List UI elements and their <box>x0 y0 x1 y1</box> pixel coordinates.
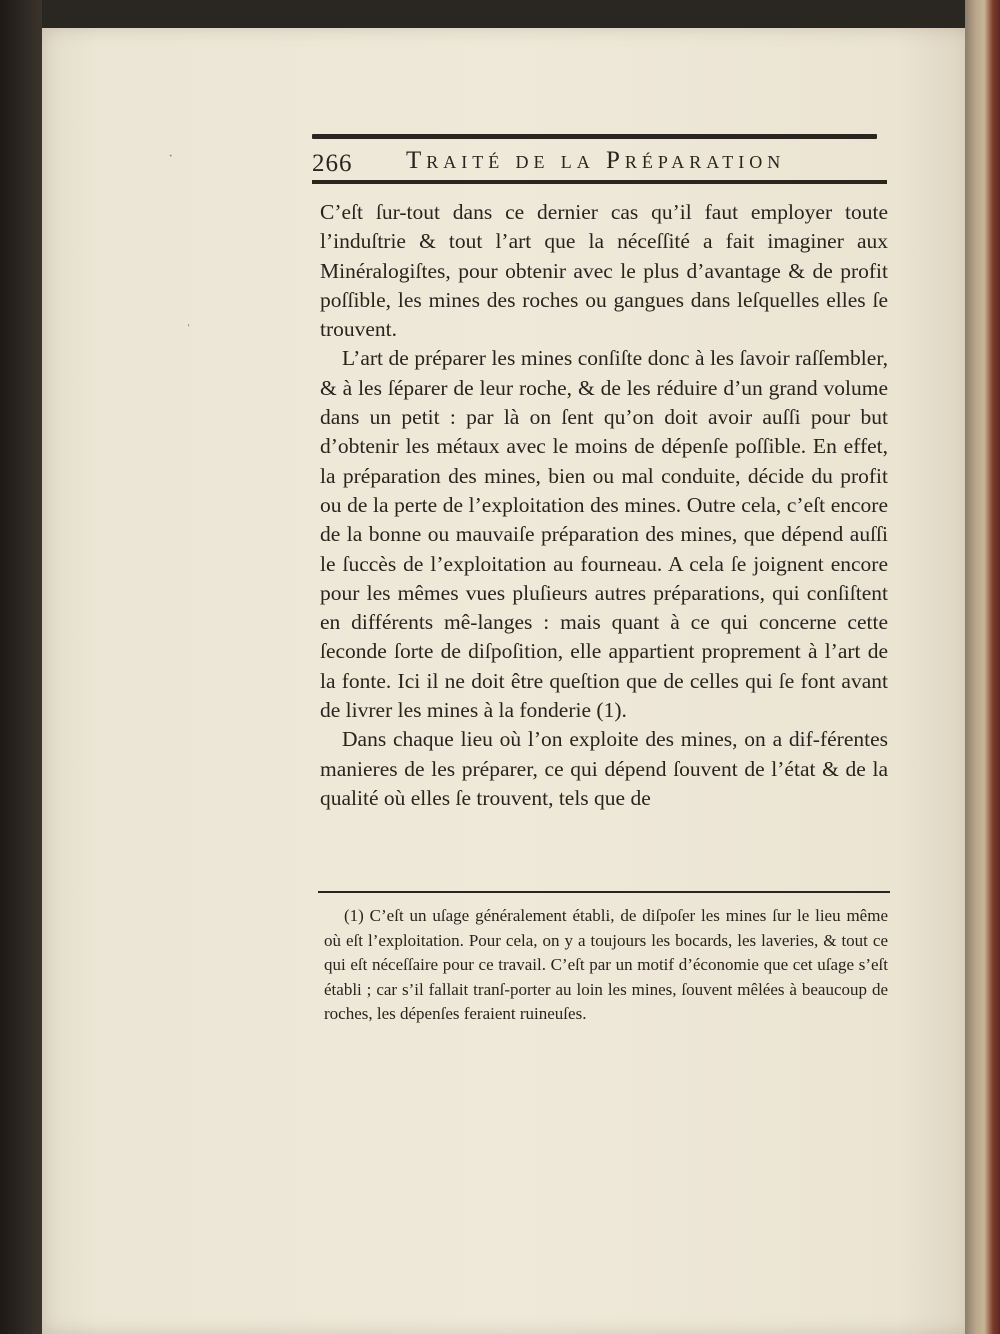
paragraph-3: Dans chaque lieu où l’on exploite des mines, on a dif-férentes manieres de les préparer, ce qui dépend ſouvent de l’état & de la qualité où elles ſe trouvent, tels que de <box>320 727 888 810</box>
footnote-text: (1) C’eſt un uſage généralement établi, de diſpoſer les mines ſur le lieu même où eſt l’exploitation. Pour cela, on y a toujours les bocards, les laveries, & tout ce qui eſt néceſſaire pour ce travail. C’eſt par un motif d’économie que cet uſage s’eſt établi ; car s’il fallait tranſ-porter au loin les mines, ſouvent mêlées à beaucoup de roches, les dépenſes feraient ruineuſes. <box>324 906 888 1024</box>
top-rule <box>312 134 877 139</box>
running-head <box>312 144 892 178</box>
page-speck: ˌ <box>186 310 192 327</box>
page-number: 266 <box>312 150 353 177</box>
footnote-rule <box>318 891 890 893</box>
page-speck: · <box>168 148 174 165</box>
paragraph-2: L’art de préparer les mines conſiſte donc à les ſavoir raſſembler, & à les ſéparer de leur roche, & de les réduire d’un grand volume dans un petit : par là on ſent qu’on doit avoir auſſi pour but d’obtenir les métaux avec le moins de dépenſe poſſible. En effet, la préparation des mines, bien ou mal conduite, décide du profit ou de la perte de l’exploitation des mines. Outre cela, c’eſt encore de la bonne ou mauvaiſe préparation des mines, que dépend auſſi le ſuccès de l’exploitation au fourneau. A cela ſe joignent encore pour les mêmes vues pluſieurs autres préparations, qui conſiſtent en différents mê-langes : mais quant à ce qui concerne cette ſeconde ſorte de diſpoſition, elle appartient proprement à l’art de la fonte. Ici il ne doit être queſtion que de celles qui ſe font avant de livrer les mines à la fonderie (1). <box>320 346 888 723</box>
running-head-title: Traité de la Préparation <box>406 147 786 174</box>
header-rule <box>312 180 887 184</box>
main-text <box>320 198 888 813</box>
page-edges <box>965 0 1000 1334</box>
paragraph-1: C’eſt ſur-tout dans ce dernier cas qu’il faut employer toute l’induſtrie & tout l’art que la néceſſité a fait imaginer aux Minéralogiſtes, pour obtenir avec le plus d’avantage & de profit poſſible, les mines des roches ou gangues dans leſquelles elles ſe trouvent. <box>320 200 888 342</box>
footnote <box>324 904 888 1027</box>
book-gutter-shadow <box>0 0 42 1334</box>
